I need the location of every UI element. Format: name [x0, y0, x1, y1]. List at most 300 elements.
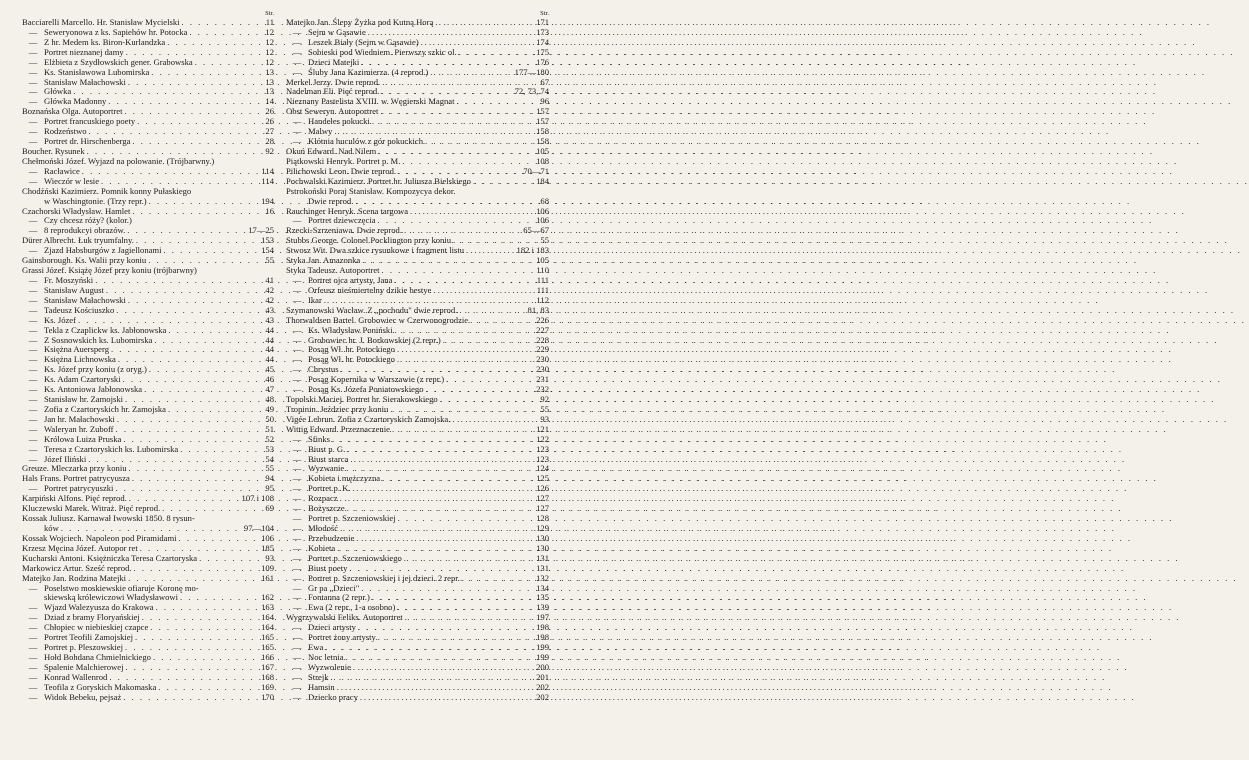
- ditto-dash: —: [292, 552, 302, 563]
- ditto-dash: —: [292, 582, 302, 593]
- entry-label: Posąg Wł. hr. Potockiego: [308, 344, 395, 355]
- entry-page-number: 92: [265, 145, 274, 156]
- entry-label: Dziad z bramy Floryańskiej: [44, 612, 140, 623]
- ditto-dash: —: [28, 483, 38, 494]
- index-entry: [286, 693, 549, 703]
- entry-page-number: 199: [536, 652, 549, 662]
- entry-page-number: 48: [265, 394, 274, 405]
- entry-label: Kobieta: [308, 542, 336, 553]
- ditto-dash: —: [292, 691, 302, 702]
- entry-page-number: 96: [540, 96, 549, 107]
- entry-label: Biust starca: [308, 453, 349, 464]
- entry-label: Portret p. Szczeniowskiej: [308, 513, 396, 524]
- entry-label: Grobowiec hr. J. Borkowskiej (2 repr.): [308, 334, 441, 345]
- entry-page-number: 170: [261, 691, 274, 702]
- entry-label: Ewa (2 repr., 1-a osobno): [308, 602, 396, 613]
- entry-page-number: 55: [540, 235, 549, 246]
- entry-page-number: 139: [536, 602, 549, 613]
- entry-page-number: 111: [536, 284, 549, 295]
- entry-label: Wittig Edward. Przeznaczenie: [286, 423, 390, 434]
- ditto-dash: —: [28, 96, 38, 107]
- entry-page-number: 97—104: [243, 523, 274, 534]
- ditto-dash: —: [292, 453, 302, 464]
- entry-page-number: 200: [536, 661, 549, 672]
- entry-label: Piątkowski Henryk. Portret p. M.: [286, 155, 401, 166]
- entry-label: Księżna Auersperg: [44, 344, 109, 355]
- entry-page-number: 105: [536, 255, 549, 266]
- ditto-dash: —: [292, 562, 302, 573]
- entry-page-number: 232: [536, 384, 549, 395]
- ditto-dash: —: [292, 463, 302, 474]
- ditto-dash: —: [292, 513, 302, 524]
- entry-label: Hołd Bohdana Chmielnickiego: [44, 652, 151, 662]
- entry-label: Dzieci artysty: [308, 622, 356, 633]
- entry-page-number: 54: [265, 453, 274, 464]
- entry-title: [286, 693, 358, 703]
- entry-label: Nieznany Pastelista XVIII. w. Węgierski Magnat: [286, 96, 455, 107]
- leader-dots: [360, 693, 533, 703]
- ditto-dash: —: [28, 274, 38, 285]
- entry-label: Kłótnia huculów z gór pokuckich: [308, 136, 424, 147]
- index-columns: [22, 9, 549, 703]
- entry-label: Portret p. K.: [308, 483, 351, 494]
- entry-label: Portret p. Szczeniowskiego: [308, 552, 402, 563]
- entry-page-number: 11: [265, 17, 274, 27]
- ditto-dash: —: [28, 66, 38, 77]
- entry-label: Posąg Ks. Józefa Poniatowskiego: [308, 384, 424, 395]
- ditto-dash: —: [28, 175, 38, 186]
- leader-dots: [168, 326, 258, 336]
- entry-label: Tropinin. Jeździec przy koniu: [286, 403, 389, 414]
- ditto-dash: —: [28, 423, 38, 434]
- entry-label: Krzesz Męcina Józef. Autopor ret: [22, 542, 138, 553]
- entry-page-number: 124: [536, 463, 549, 474]
- entry-page-number: 122: [536, 433, 549, 444]
- entry-label: Ikar: [308, 294, 322, 305]
- entry-page-number: 12: [265, 26, 274, 37]
- ditto-dash: —: [28, 413, 38, 424]
- entry-label: Stanisław Małachowski: [44, 294, 126, 305]
- entry-page-number: 227: [536, 324, 549, 335]
- ditto-dash: —: [28, 433, 38, 444]
- entry-page-number: 194: [261, 195, 274, 206]
- entry-label: Widok Bebeku, pejsaż: [44, 691, 122, 702]
- leader-dots: [123, 693, 258, 703]
- entry-page-number: 43: [265, 314, 274, 325]
- entry-label: Orfeusz nieśmiertelny dzikie bestye: [308, 284, 432, 295]
- entry-page-number: 182 i 183: [516, 245, 549, 256]
- entry-page-number: 197: [536, 612, 549, 623]
- ditto-dash: —: [292, 433, 302, 444]
- ditto-dash: —: [292, 324, 302, 335]
- ditto-dash: —: [28, 661, 38, 672]
- entry-label: Dzieci Matejki: [308, 56, 360, 67]
- index-entry: [22, 693, 274, 703]
- ditto-dash: —: [28, 642, 38, 653]
- ditto-dash: —: [292, 36, 302, 47]
- entry-page-number: 129: [536, 523, 549, 534]
- entry-label: Kobieta i mężczyzna: [308, 473, 381, 484]
- entry-label: Wjazd Walezyusza do Krakowa: [44, 602, 154, 613]
- entry-label: Obst Seweryn. Autoportret: [286, 106, 379, 117]
- entry-page-number: 13: [265, 76, 274, 87]
- entry-page-number: 49: [265, 403, 274, 414]
- ditto-dash: —: [28, 26, 38, 37]
- ditto-dash: —: [28, 344, 38, 355]
- entry-label: Szymanowski Wacław. Z „pochodu" dwie reprod.: [286, 304, 458, 315]
- entry-page-number: 198: [536, 622, 549, 633]
- entry-label: Młodość: [308, 523, 339, 534]
- entry-label: w Waschingtonie. (Trzy repr.): [44, 195, 147, 206]
- leader-dots: [132, 207, 258, 217]
- index-column-right: [286, 9, 549, 703]
- ditto-dash: —: [28, 165, 38, 176]
- entry-label: Główka Madonny: [44, 96, 107, 107]
- entry-label: Wieczór w lesie: [44, 175, 100, 186]
- entry-page-number: 95: [265, 483, 274, 494]
- entry-page-number: 47: [265, 384, 274, 395]
- ditto-dash: —: [28, 652, 38, 662]
- entry-page-number: 114: [261, 165, 274, 176]
- entry-page-number: 109: [261, 562, 274, 573]
- entry-page-number: 130: [536, 532, 549, 543]
- entry-page-number: 134: [536, 582, 549, 593]
- entry-label: Królowa Luiza Pruska: [44, 433, 122, 444]
- entry-page-number: 50: [265, 413, 274, 424]
- entry-label: Nadelman Eli. Pięć reprod.: [286, 86, 380, 97]
- page-number-header-left: Str.: [265, 10, 274, 17]
- entry-page-number: 165: [261, 642, 274, 653]
- entry-label: Czy chcesz róży? (kolor.): [44, 215, 132, 226]
- entry-label: Ewa: [308, 642, 324, 653]
- entry-label: Przebudzenie: [308, 532, 355, 543]
- entry-page-number: 44: [265, 354, 274, 365]
- ditto-dash: —: [28, 284, 38, 295]
- entry-list-left: [22, 18, 274, 703]
- entry-label: Portret p. Pleszowskiej: [44, 642, 124, 653]
- entry-label: Hals Frans. Portret patrycyusza: [22, 473, 130, 484]
- ditto-dash: —: [292, 364, 302, 375]
- entry-label: Wyzwanie: [308, 463, 345, 474]
- entry-page-number: 12: [265, 36, 274, 47]
- entry-label: Gainsborough. Ks. Walii przy koniu: [22, 255, 147, 266]
- entry-label: Dürer Albrecht. Łuk tryumfalny.: [22, 235, 134, 246]
- entry-label: Markowicz Artur. Sześć reprod.: [22, 562, 132, 573]
- ditto-dash: —: [292, 116, 302, 127]
- entry-page-number: 105: [536, 145, 549, 156]
- entry-page-number: 45: [265, 364, 274, 375]
- entry-label: Ks. Stanisławowa Lubomirska: [44, 66, 150, 77]
- entry-page-number: 44: [265, 334, 274, 345]
- ditto-dash: —: [292, 602, 302, 613]
- entry-page-number: 28: [265, 136, 274, 147]
- entry-page-number: 55: [265, 255, 274, 266]
- ditto-dash: —: [292, 532, 302, 543]
- entry-page-number: 106: [536, 215, 549, 226]
- ditto-dash: —: [292, 652, 302, 662]
- entry-page-number: 231: [536, 374, 549, 385]
- entry-label: Chłopiec w niebieskiej czapce: [44, 622, 149, 633]
- entry-label: Rauchinger Henryk. Scena targowa: [286, 205, 409, 216]
- entry-label: Chrystus: [308, 364, 339, 375]
- entry-page-number: 13: [265, 66, 274, 77]
- ditto-dash: —: [292, 661, 302, 672]
- entry-label: Główka: [44, 86, 72, 97]
- entry-page-number: 168: [261, 671, 274, 682]
- ditto-dash: —: [28, 691, 38, 702]
- entry-label: Ks. Józef przy koniu (z oryg.): [44, 364, 147, 375]
- entry-label: Portret nieznanej damy: [44, 46, 124, 57]
- ditto-dash: —: [28, 304, 38, 315]
- entry-page-number: 154: [261, 245, 274, 256]
- entry-page-number: 70—71: [523, 165, 549, 176]
- entry-label: Chodźński Kazimierz. Pomnik konny Pułaskiego: [22, 185, 192, 196]
- ditto-dash: —: [28, 136, 38, 147]
- ditto-dash: —: [28, 245, 38, 256]
- ditto-dash: —: [28, 632, 38, 643]
- entry-page-number: 126: [536, 483, 549, 494]
- entry-page-number: 198: [536, 632, 549, 643]
- entry-label: Pilichowski Leon. Dwie reprod.: [286, 165, 397, 176]
- entry-page-number: 162: [261, 592, 274, 603]
- entry-page-number: 164: [261, 612, 274, 623]
- entry-page-number: 127: [536, 493, 549, 504]
- ditto-dash: —: [28, 116, 38, 127]
- entry-label: Portret żony artysty: [308, 632, 376, 643]
- entry-page-number: 106: [536, 205, 549, 216]
- entry-page-number: 128: [536, 513, 549, 524]
- ditto-dash: —: [292, 136, 302, 147]
- entry-page-number: 161: [261, 572, 274, 583]
- entry-page-number: 230: [536, 354, 549, 365]
- ditto-dash: —: [28, 56, 38, 67]
- entry-page-number: 132: [536, 572, 549, 583]
- entry-label: Sejm w Gąsawie: [308, 26, 366, 37]
- entry-label: Strejk: [308, 671, 329, 682]
- entry-page-number: 68: [540, 195, 549, 206]
- entry-label: Rodzeństwo: [44, 126, 87, 137]
- entry-page-number: 72, 73, 74: [514, 86, 549, 97]
- entry-label: Ks. Antoniowa Jabłonowska: [44, 384, 143, 395]
- entry-label: Portret dziewczęcia: [308, 215, 376, 226]
- entry-label: Zjazd Habsburgów z Jagiellonami: [44, 245, 162, 256]
- entry-label: Ks. Władysław Poniński: [308, 324, 393, 335]
- entry-label: Józef Iliński: [44, 453, 87, 464]
- entry-label: Merkel Jerzy. Dwie reprod.: [286, 76, 381, 87]
- entry-label: Bożyszcze: [308, 503, 345, 514]
- entry-label: Matejko Jan. Ślepy Żyżka pod Kutną Horą: [286, 17, 434, 27]
- ditto-dash: —: [28, 334, 38, 345]
- entry-page-number: 55: [540, 403, 549, 414]
- entry-label: Posąg Kopernika w Warszawie (z repr.): [308, 374, 445, 385]
- ditto-dash: —: [28, 36, 38, 47]
- entry-label: Hamsin: [308, 681, 335, 692]
- ditto-dash: —: [292, 215, 302, 226]
- ditto-dash: —: [28, 374, 38, 385]
- entry-page-number: 166: [261, 652, 274, 662]
- entry-label: Teresa z Czartoryskich ks. Lubomirska: [44, 443, 179, 454]
- ditto-dash: —: [292, 503, 302, 514]
- entry-label: Z Sosnowskich ks. Lubomirska: [44, 334, 153, 345]
- entry-label: Topolski Maciej. Portret hr. Sierakowskiego: [286, 394, 438, 405]
- entry-page-number: 175: [536, 46, 549, 57]
- entry-page-number: 106: [261, 532, 274, 543]
- entry-label: Racławice: [44, 165, 80, 176]
- entry-page-number: 51: [265, 423, 274, 434]
- entry-label: Matejko Jan. Rodzina Matejki: [22, 572, 127, 583]
- entry-label: Kucharski Antoni. Księżniczka Teresa Czartoryska: [22, 552, 198, 563]
- ditto-dash: —: [28, 76, 38, 87]
- entry-page-number: 173: [536, 26, 549, 37]
- entry-page-number: 44: [265, 324, 274, 335]
- entry-title: [22, 693, 121, 703]
- entry-page-number: 111: [536, 274, 549, 285]
- entry-label: skiewską królewiczowi Władysławowi: [44, 592, 178, 603]
- entry-page-number: 121: [536, 423, 549, 434]
- entry-page-number: 114: [261, 175, 274, 186]
- entry-label: Seweryonowa z ks. Sapiehów hr. Potocka: [44, 26, 188, 37]
- entry-label: Bacciarelli Marcello. Hr. Stanisław Mycielski: [22, 17, 180, 27]
- entry-page-number: 12: [265, 56, 274, 67]
- entry-page-number: 42: [265, 294, 274, 305]
- entry-label: Portret francuskiego poety: [44, 116, 136, 127]
- entry-page-number: 123: [536, 453, 549, 464]
- entry-label: Zofia z Czartoryskich hr. Zamojska: [44, 403, 166, 414]
- entry-label: Kossak Wojciech. Napoleon pod Piramidami: [22, 532, 177, 543]
- entry-page-number: 26: [265, 116, 274, 127]
- entry-page-number: 127: [536, 503, 549, 514]
- ditto-dash: —: [292, 294, 302, 305]
- ditto-dash: —: [28, 394, 38, 405]
- entry-label: Styka Tadeusz. Autoportret: [286, 265, 380, 276]
- ditto-dash: —: [292, 622, 302, 633]
- entry-page-number: 131: [536, 562, 549, 573]
- ditto-dash: —: [28, 324, 38, 335]
- ditto-dash: —: [28, 126, 38, 137]
- entry-page-number: 176: [536, 56, 549, 67]
- entry-page-number: 199: [536, 642, 549, 653]
- entry-page-number: 14: [265, 96, 274, 107]
- entry-label: Boucher. Rysunek: [22, 145, 85, 156]
- ditto-dash: —: [28, 314, 38, 325]
- entry-label: Wyzwolenie: [308, 661, 351, 672]
- entry-label: Pstrokoński Poraj Stanisław. Kompozycya dekor.: [286, 185, 456, 196]
- entry-label: Chełmoński Józef. Wyjazd na polowanie. (Trójbarwny.): [22, 155, 215, 166]
- entry-label: Posąg Wł. hr. Potockiego: [308, 354, 395, 365]
- entry-label: Okuń Edward. Nad Nilem: [286, 145, 377, 156]
- ditto-dash: —: [28, 681, 38, 692]
- entry-label: Poselstwo moskiewskie ofiaruje Koronę mo-: [44, 582, 199, 593]
- ditto-dash: —: [292, 344, 302, 355]
- ditto-dash: —: [292, 523, 302, 534]
- entry-label: Karpiński Alfons. Pięć reprod.: [22, 493, 127, 504]
- entry-page-number: 158: [536, 126, 549, 137]
- entry-page-number: 43: [265, 304, 274, 315]
- entry-page-number: 108: [536, 155, 549, 166]
- entry-label: Elżbieta z Szydłowskich gener. Grabowska: [44, 56, 193, 67]
- entry-label: Stwosz Wit. Dwa szkice rysunkowe i fragment listu: [286, 245, 465, 256]
- entry-label: Dwie reprod.: [308, 195, 354, 206]
- entry-label: Stanisław Małachowski: [44, 76, 126, 87]
- entry-page-number: 169: [261, 681, 274, 692]
- ditto-dash: —: [292, 493, 302, 504]
- entry-page-number: 131: [536, 552, 549, 563]
- entry-page-number: 16: [265, 205, 274, 216]
- entry-label: Ks. Adam Czartoryski: [44, 374, 121, 385]
- entry-page-number: 107 i 108: [241, 493, 274, 504]
- entry-page-number: 125: [536, 473, 549, 484]
- entry-label: Jan hr. Małachowski: [44, 413, 115, 424]
- entry-page-number: 46: [265, 374, 274, 385]
- leader-dots: [473, 177, 533, 187]
- entry-label: Tadeusz Kościuszko: [44, 304, 115, 315]
- entry-label: Fontanna (2 repr.): [308, 592, 370, 603]
- entry-page-number: 167: [261, 661, 274, 672]
- entry-page-number: 226: [536, 314, 549, 325]
- ditto-dash: —: [292, 46, 302, 57]
- entry-label: Stanisław August: [44, 284, 104, 295]
- entry-label: Biust p. G.: [308, 443, 346, 454]
- entry-page-number: 55: [265, 463, 274, 474]
- ditto-dash: —: [292, 473, 302, 484]
- entry-label: Teofila z Goryskich Makomaska: [44, 681, 157, 692]
- entry-label: Dziecko pracy: [308, 691, 358, 702]
- entry-page-number: 67: [540, 76, 549, 87]
- index-page: [0, 0, 561, 760]
- ditto-dash: —: [28, 453, 38, 464]
- entry-label: Thorwaldsen Bartel. Grobowiec w Czerwonogrodzie: [286, 314, 469, 325]
- entry-page-number: 177—180: [514, 66, 549, 77]
- entry-label: Pochwalski Kazimierz. Portret hr. Juliusza Bielskiego: [286, 175, 471, 186]
- entry-page-number: 92: [540, 394, 549, 405]
- entry-label: Styka Jan. Amazonka: [286, 255, 361, 266]
- entry-page-number: 229: [536, 344, 549, 355]
- entry-page-number: 164: [261, 622, 274, 633]
- entry-page-number: 202: [536, 681, 549, 692]
- entry-page-number: 27: [265, 126, 274, 137]
- entry-label: Ks. Józef: [44, 314, 76, 325]
- entry-label: Grassi Józef. Książę Józef przy koniu (trójbarwny): [22, 265, 197, 276]
- ditto-dash: —: [292, 56, 302, 67]
- entry-label: Rozpacz: [308, 493, 338, 504]
- entry-page-number: 130: [536, 542, 549, 553]
- ditto-dash: —: [28, 622, 38, 633]
- entry-page-number: 110: [536, 265, 549, 276]
- entry-page-number: 230: [536, 364, 549, 375]
- entry-label: Stubbs George. Colonel Pocklington przy koniu: [286, 235, 452, 246]
- entry-page-number: 112: [536, 294, 549, 305]
- ditto-dash: —: [292, 681, 302, 692]
- entry-label: Kluczewski Marek. Witraż. Pięć reprod.: [22, 503, 161, 514]
- entry-page-number: 42: [265, 284, 274, 295]
- ditto-dash: —: [292, 334, 302, 345]
- entry-label: Czachorski Władysław. Hamlet: [22, 205, 131, 216]
- ditto-dash: —: [28, 215, 38, 226]
- entry-label: Kossak Juliusz. Karnawał Iwowski 1850. 8 rysun-: [22, 513, 195, 524]
- ditto-dash: —: [292, 671, 302, 682]
- page-number-header-right: Str.: [540, 10, 549, 17]
- entry-page-number: 12: [265, 46, 274, 57]
- ditto-dash: —: [292, 66, 302, 77]
- entry-page-number: 41: [265, 274, 274, 285]
- entry-label: Wygrzywalski Feliks. Autoportret: [286, 612, 403, 623]
- entry-label: Rzecki-Szrzeniawa. Dwie reprod.: [286, 225, 402, 236]
- ditto-dash: —: [292, 126, 302, 137]
- entry-label: Gr pa „Dzieci": [308, 582, 360, 593]
- entry-page-number: 69: [265, 503, 274, 514]
- entry-page-number: 228: [536, 334, 549, 345]
- entry-page-number: 81, 83: [527, 304, 549, 315]
